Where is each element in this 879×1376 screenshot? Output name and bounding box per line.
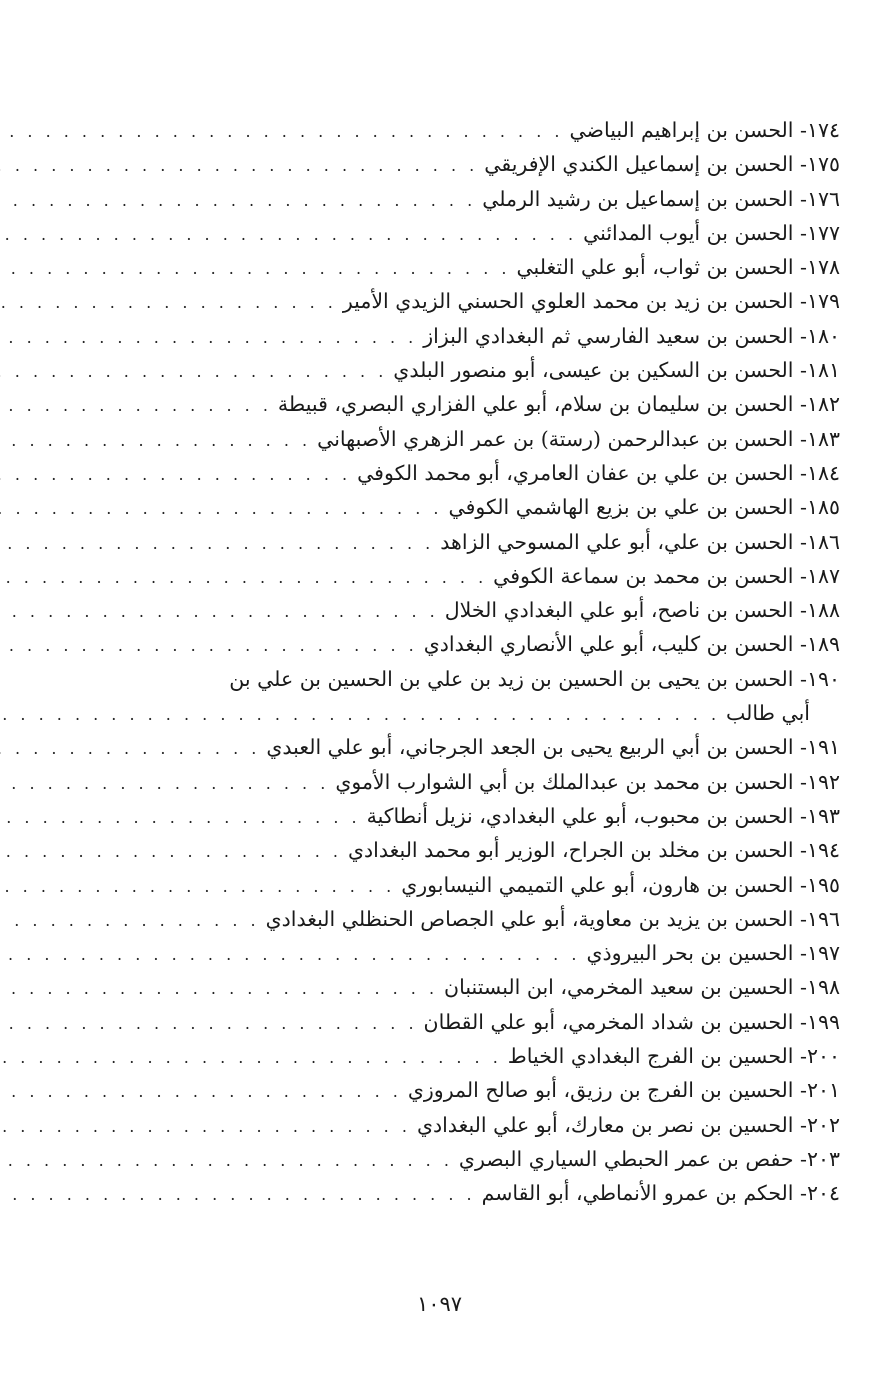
leader-dots (0, 1007, 418, 1041)
leader-dots (0, 321, 417, 355)
leader-dots (0, 149, 478, 183)
toc-entry (128, 593, 840, 627)
leader-dots (0, 115, 563, 149)
leader-dots (0, 732, 260, 766)
toc-entry (128, 1142, 840, 1176)
leader-dots (0, 1075, 402, 1109)
entry-title: ٢٠٠- الحسين بن الفرج البغدادي الخياط (507, 1044, 840, 1069)
entry-title: ١٩٦- الحسن بن يزيد بن معاوية، أبو علي الجصاص الحنظلي البغدادي (265, 906, 840, 931)
entry-title: ١٩١- الحسن بن أبي الربيع يحيى بن الجعد الجرجاني، أبو علي العبدي (266, 735, 840, 760)
leader-dots (0, 424, 311, 458)
toc-entry (128, 1005, 840, 1039)
toc-entry (128, 799, 840, 833)
entry-title: ٢٠٢- الحسين بن نصر بن معارك، أبو علي البغدادي (416, 1112, 840, 1137)
toc-entry (128, 490, 840, 524)
leader-dots (0, 527, 434, 561)
entry-title: ١٨٣- الحسن بن عبدالرحمن (رستة) بن عمر الزهري الأصبهاني (317, 426, 840, 451)
entry-title: ٢٠١- الحسين بن الفرج بن رزيق، أبو صالح المروزي (407, 1078, 840, 1103)
toc-entry (128, 902, 840, 936)
leader-dots (0, 629, 418, 663)
leader-dots (0, 389, 272, 423)
leader-dots (0, 698, 720, 732)
toc-entry (128, 456, 840, 490)
toc-entry (128, 765, 840, 799)
leader-dots (0, 1041, 502, 1075)
leader-dots (0, 218, 577, 252)
entry-title: ١٩٥- الحسن بن هارون، أبو علي التميمي النيسابوري (401, 872, 840, 897)
page-number: ١٠٩٧ (416, 1292, 463, 1316)
entry-title: ١٨٥- الحسن بن علي بن بزيع الهاشمي الكوفي (448, 495, 840, 520)
entry-title: ١٨١- الحسن بن السكين بن عيسى، أبو منصور البلدي (393, 358, 840, 383)
leader-dots (0, 286, 337, 320)
entry-title: ١٩٩- الحسين بن شداد المخرمي، أبو علي القطان (423, 1009, 840, 1034)
toc-entry (128, 730, 840, 764)
toc-entry (128, 833, 840, 867)
entry-title: أبي طالب (726, 701, 810, 726)
leader-dots (0, 595, 439, 629)
leader-dots (0, 870, 395, 904)
toc-entry (128, 319, 840, 353)
leader-dots (0, 492, 442, 526)
toc-entry (128, 1073, 840, 1107)
entry-title: ١٩٤- الحسن بن مخلد بن الجراح، الوزير أبو محمد البغدادي (347, 838, 840, 863)
entry-title: ١٧٧- الحسن بن أيوب المدائني (583, 220, 840, 245)
entry-title: ٢٠٣- حفص بن عمر الحبطي السياري البصري (458, 1146, 840, 1171)
toc-entry (128, 284, 840, 318)
toc-entry (128, 627, 840, 661)
toc-entry (128, 250, 840, 284)
toc-entry (128, 182, 840, 216)
toc-entry (128, 387, 840, 421)
entry-title: ١٨٤- الحسن بن علي بن عفان العامري، أبو محمد الكوفي (357, 460, 840, 485)
toc-entry (128, 970, 840, 1004)
leader-dots (0, 1178, 476, 1212)
toc-entry (128, 868, 840, 902)
entry-title: ٢٠٤- الحكم بن عمرو الأنماطي، أبو القاسم (481, 1181, 840, 1206)
leader-dots (0, 904, 260, 938)
leader-dots (0, 801, 361, 835)
entry-title: ١٩٠- الحسن بن يحيى بن الحسين بن زيد بن علي بن الحسين بن علي بن (229, 666, 840, 691)
toc-entry (128, 936, 840, 970)
toc-entry (128, 525, 840, 559)
entry-title: ١٨٧- الحسن بن محمد بن سماعة الكوفي (493, 563, 840, 588)
toc-entry (128, 1176, 840, 1210)
toc-entry (128, 113, 840, 147)
leader-dots (0, 972, 438, 1006)
entry-title: ١٧٩- الحسن بن زيد بن محمد العلوي الحسني الزيدي الأمير (342, 289, 840, 314)
entry-title: ١٧٦- الحسن بن إسماعيل بن رشيد الرملي (482, 186, 840, 211)
toc-entry (128, 147, 840, 181)
entry-title: ١٧٨- الحسن بن ثواب، أبو علي التغلبي (516, 255, 840, 280)
entry-title: ١٩٧- الحسين بن بحر البيروذي (586, 941, 840, 966)
leader-dots (0, 835, 342, 869)
table-of-contents (128, 113, 840, 1211)
entry-title: ١٨٦- الحسن بن علي، أبو علي المسوحي الزاهد (440, 529, 840, 554)
leader-dots (0, 184, 476, 218)
leader-dots (0, 561, 487, 595)
entry-title: ١٩٨- الحسين بن سعيد المخرمي، ابن البستنبان (444, 975, 840, 1000)
toc-entry (128, 422, 840, 456)
leader-dots (0, 252, 510, 286)
toc-entry-first-line (128, 662, 840, 696)
entry-title: ١٨٢- الحسن بن سليمان بن سلام، أبو علي الفزاري البصري، قبيطة (277, 392, 840, 417)
entry-title: ١٩٣- الحسن بن محبوب، أبو علي البغدادي، نزيل أنطاكية (366, 803, 840, 828)
toc-entry-continuation (128, 696, 840, 730)
entry-title: ١٧٥- الحسن بن إسماعيل الكندي الإفريقي (484, 152, 840, 177)
leader-dots (0, 1144, 453, 1178)
leader-dots (0, 458, 351, 492)
leader-dots (0, 355, 387, 389)
toc-entry (128, 353, 840, 387)
entry-title: ١٩٢- الحسن بن محمد بن عبدالملك بن أبي الشوارب الأموي (335, 769, 840, 794)
toc-entry (128, 1108, 840, 1142)
leader-dots (0, 767, 329, 801)
toc-entry (128, 1039, 840, 1073)
entry-title: ١٨٩- الحسن بن كليب، أبو علي الأنصاري البغدادي (423, 632, 840, 657)
leader-dots (0, 938, 580, 972)
entry-title: ١٨٨- الحسن بن ناصح، أبو علي البغدادي الخلال (444, 598, 840, 623)
toc-entry (128, 559, 840, 593)
leader-dots (0, 1110, 411, 1144)
toc-entry (128, 216, 840, 250)
entry-title: ١٧٤- الحسن بن إبراهيم البياضي (569, 118, 840, 142)
entry-title: ١٨٠- الحسن بن سعيد الفارسي ثم البغدادي البزاز (423, 323, 840, 348)
